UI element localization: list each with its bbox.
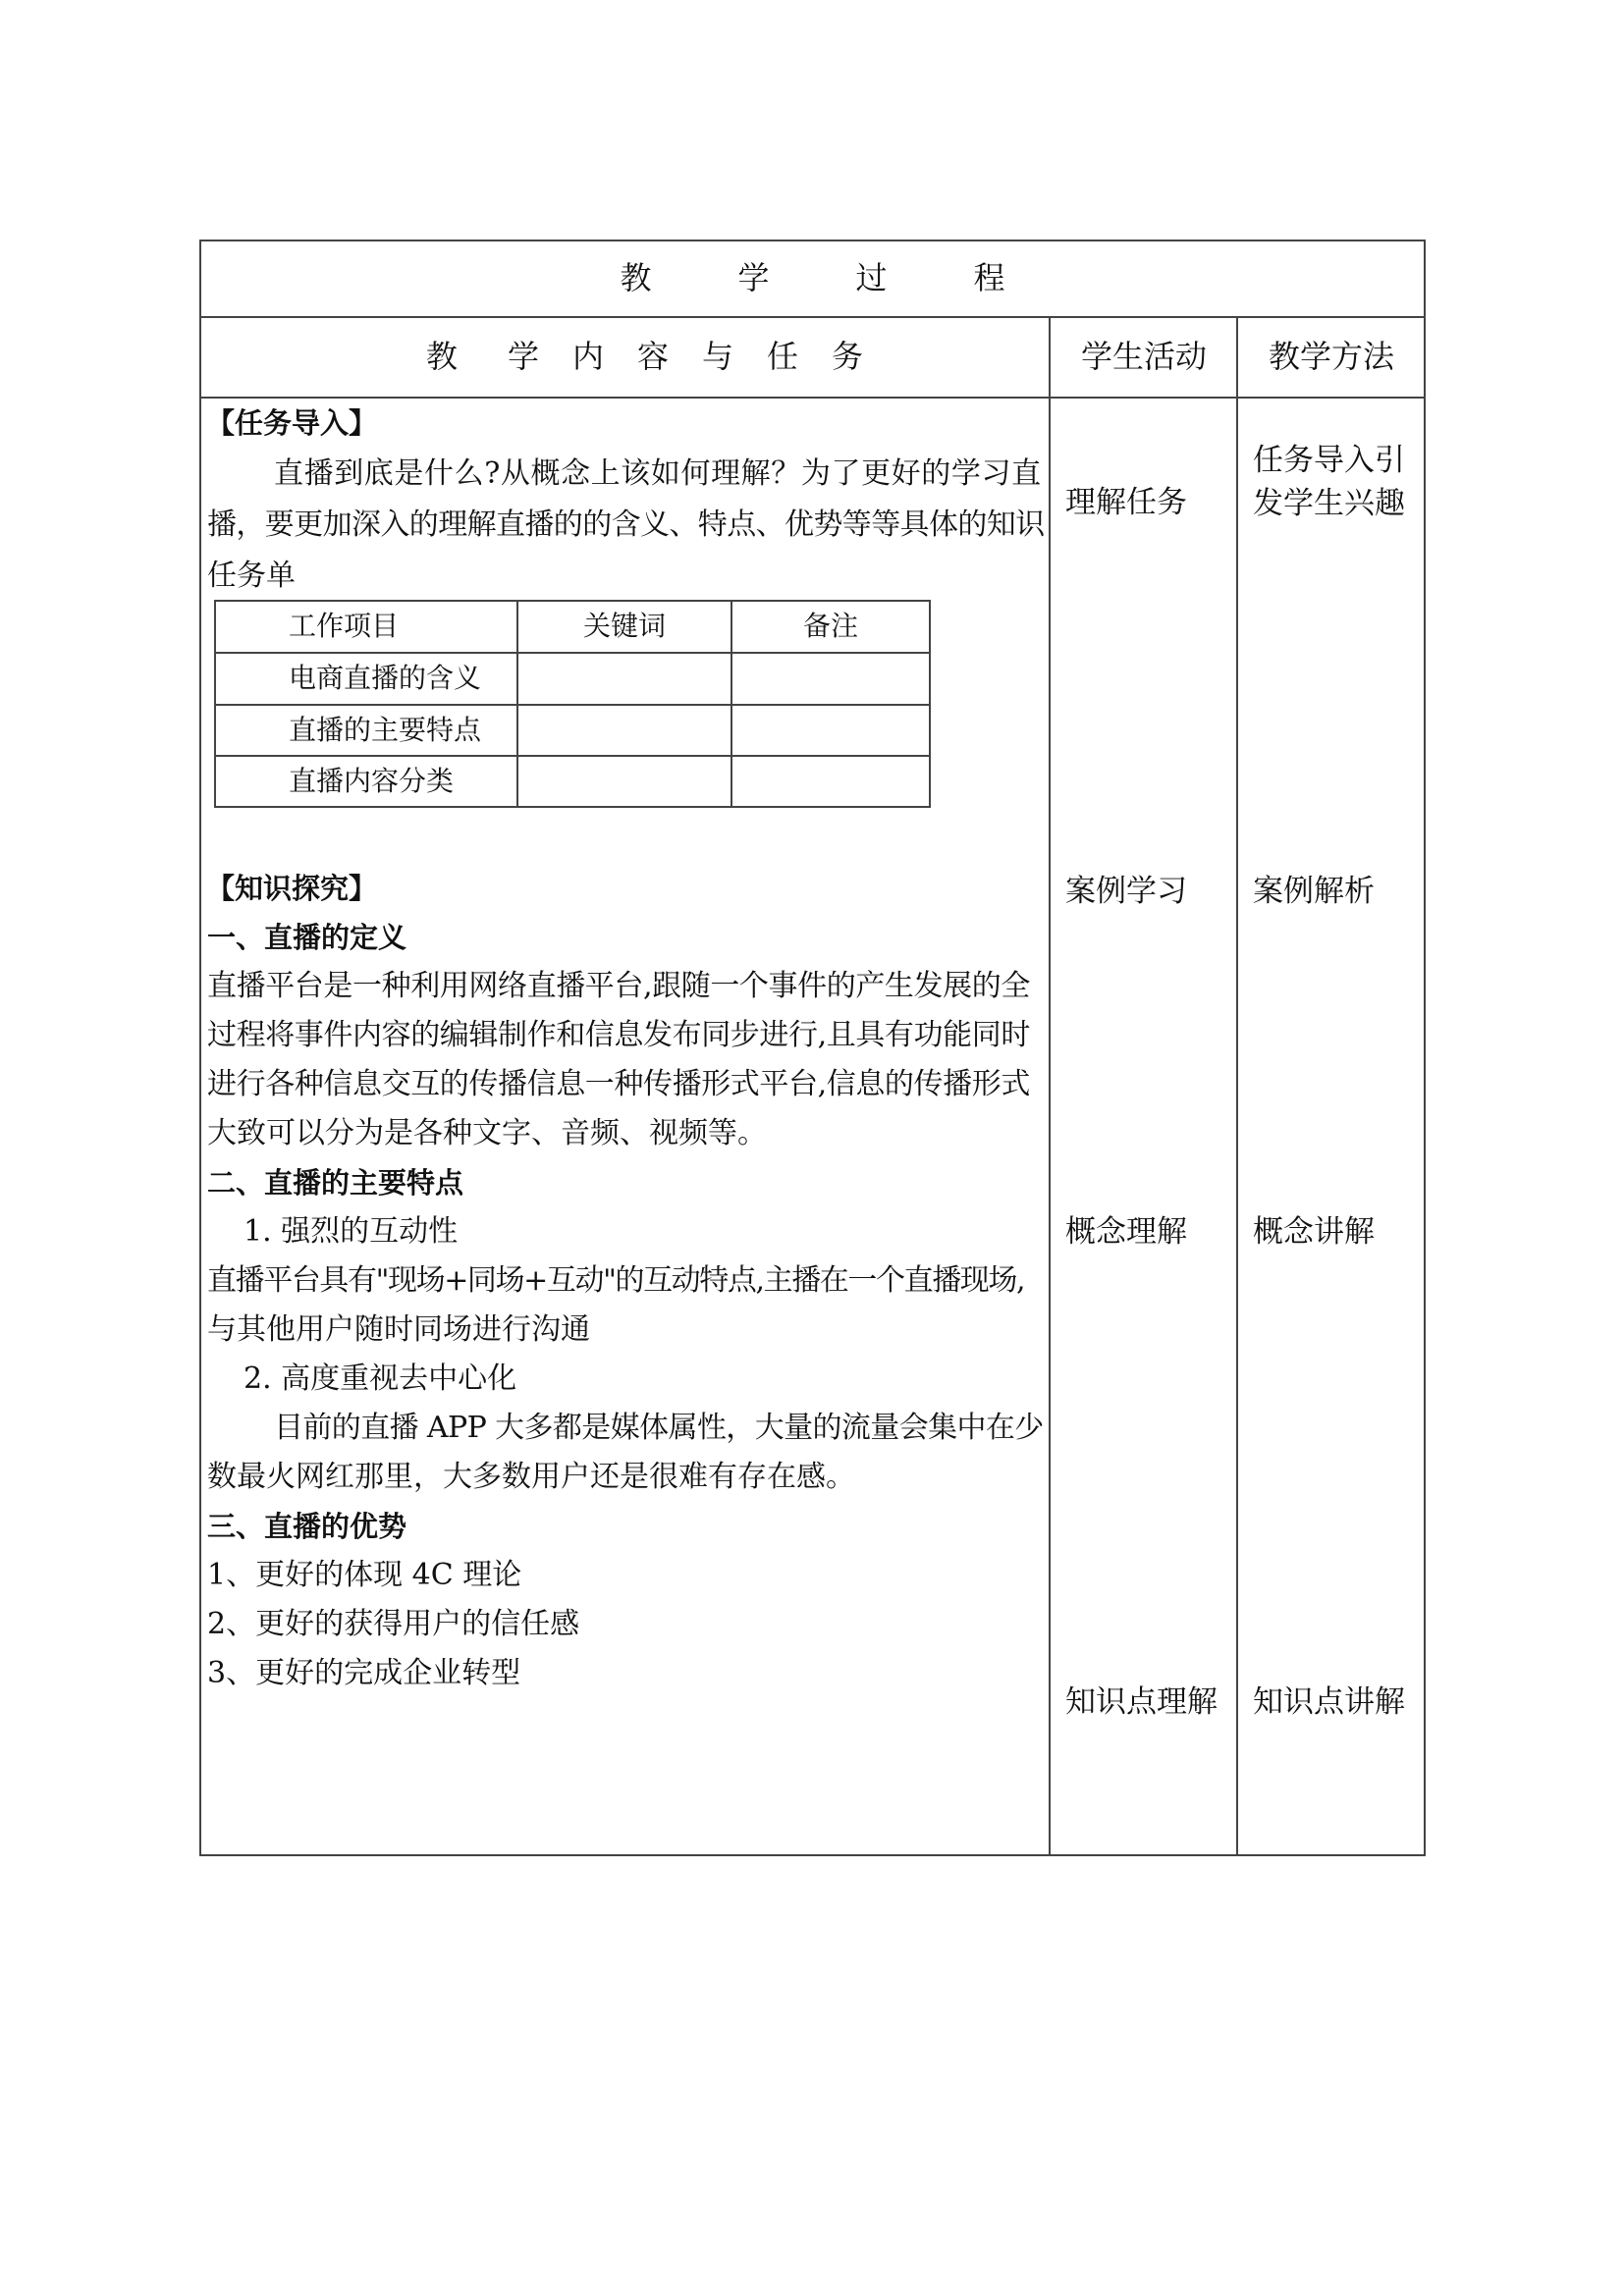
table-col-divider-1 (1049, 316, 1051, 1855)
task-table-border (214, 600, 216, 807)
task-table-header: 备注 (802, 610, 858, 642)
table-border-left (199, 240, 201, 1855)
title-char: 过 (855, 259, 888, 296)
advantage-item: 3、更好的完成企业转型 (207, 1656, 521, 1690)
header-char: 内 (571, 338, 604, 375)
section1-line: 过程将事件内容的编辑制作和信息发布同步进行,且具有功能同时 (207, 1018, 1030, 1052)
section1-line: 直播平台是一种利用网络直播平台,跟随一个事件的产生发展的全 (207, 969, 1030, 1003)
teaching-method-item: 案例解析 (1253, 874, 1375, 909)
header-content-and-tasks (393, 332, 880, 381)
student-activity-item: 案例学习 (1065, 874, 1187, 909)
student-activity-item: 理解任务 (1065, 485, 1187, 520)
table-row-divider-headers (199, 397, 1426, 399)
section-title: 三、直播的优势 (207, 1510, 407, 1543)
task-intro-line: 播，要更加深入的理解直播的的含义、特点、优势等等具体的知识 (207, 507, 1045, 542)
section2-item-title: 1. 强烈的互动性 (244, 1214, 459, 1249)
title-char: 程 (973, 259, 1005, 296)
header-char: 教 (425, 338, 458, 375)
page-title (199, 253, 1426, 302)
section1-line: 大致可以分为是各种文字、音频、视频等。 (207, 1116, 767, 1150)
header-char: 务 (831, 338, 863, 375)
knowledge-heading: 【知识探究】 (206, 872, 378, 905)
table-border-right (1424, 240, 1426, 1855)
table-border-top (199, 240, 1426, 241)
task-intro-line: 直播到底是什么?从概念上该如何理解？为了更好的学习直 (274, 456, 1042, 491)
section2-line: 数最火网红那里，大多数用户还是很难有存在感。 (207, 1460, 855, 1494)
task-intro-heading: 【任务导入】 (206, 406, 378, 440)
header-student-activity: 学生活动 (1080, 338, 1207, 375)
advantage-item: 2、更好的获得用户的信任感 (207, 1607, 580, 1641)
advantage-item: 1、更好的体现 4C 理论 (207, 1558, 522, 1592)
table-row-divider-title (199, 316, 1426, 318)
title-char: 教 (620, 259, 652, 296)
task-table-cell: 直播内容分类 (289, 765, 455, 797)
header-char: 学 (507, 338, 539, 375)
student-activity-item: 概念理解 (1065, 1214, 1187, 1250)
task-table-border (929, 600, 931, 807)
section2-line: 与其他用户随时同场进行沟通 (207, 1312, 590, 1347)
header-char: 任 (766, 338, 798, 375)
student-activity-item: 知识点理解 (1065, 1684, 1218, 1720)
task-table-cell: 直播的主要特点 (289, 714, 482, 746)
task-intro-line: 任务单 (207, 559, 296, 593)
section2-item-title: 2. 高度重视去中心化 (244, 1362, 517, 1396)
task-table-cell: 电商直播的含义 (289, 662, 482, 694)
teaching-method-item: 知识点讲解 (1253, 1684, 1405, 1720)
task-table-header: 工作项目 (289, 610, 400, 642)
table-border-bottom (199, 1854, 1426, 1856)
header-char: 容 (636, 338, 669, 375)
teaching-method-item: 发学生兴趣 (1253, 486, 1405, 521)
teaching-method-item: 概念讲解 (1253, 1214, 1375, 1250)
table-col-divider-2 (1236, 316, 1238, 1855)
section2-line: 直播平台具有"现场+同场+互动"的互动特点,主播在一个直播现场, (207, 1263, 1025, 1298)
section-title: 二、直播的主要特点 (207, 1166, 464, 1200)
teaching-method-item: 任务导入引 (1253, 443, 1405, 478)
header-teaching-method: 教学方法 (1268, 338, 1394, 375)
header-char: 与 (701, 338, 733, 375)
section1-line: 进行各种信息交互的传播信息一种传播形式平台,信息的传播形式 (207, 1067, 1030, 1101)
section2-line: 目前的直播 APP 大多都是媒体属性，大量的流量会集中在少 (274, 1411, 1044, 1445)
task-table-header: 关键词 (582, 610, 666, 642)
section-title: 一、直播的定义 (207, 921, 407, 954)
title-char: 学 (737, 259, 770, 296)
